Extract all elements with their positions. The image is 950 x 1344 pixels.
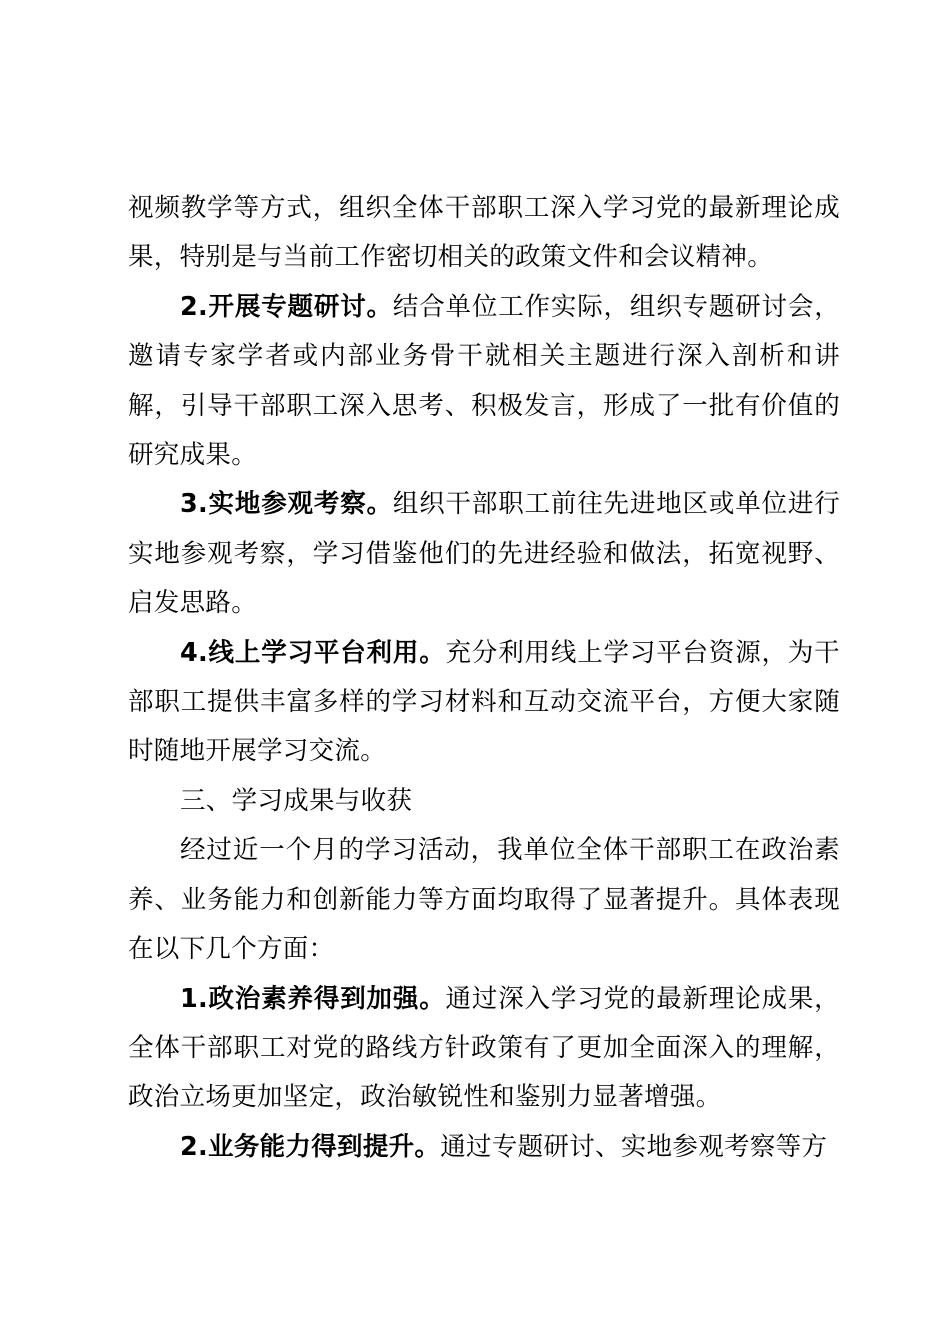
paragraph-bold-lead: 4.线上学习平台利用。 — [180, 637, 446, 668]
paragraph-online-platform — [128, 629, 840, 777]
paragraph-political-quality — [128, 975, 840, 1123]
section-heading-results — [128, 777, 840, 826]
paragraph-bold-lead: 2.业务能力得到提升。 — [180, 1131, 441, 1162]
paragraph-text: 结合单位工作实际，组织专题研讨会，邀请专家学者或内部业务骨干就相关主题进行深入剖析和讲解，引导干部职工深入思考、积极发言，形成了一批有价值的研究成果。 — [128, 291, 840, 471]
paragraph-text: 组织干部职工前往先进地区或单位进行实地参观考察，学习借鉴他们的先进经验和做法，拓宽视野、启发思路。 — [128, 489, 840, 619]
paragraph-bold-lead: 1.政治素养得到加强。 — [180, 983, 446, 1014]
paragraph-bold-lead: 3.实地参观考察。 — [180, 489, 393, 520]
paragraph-results-intro — [128, 826, 840, 974]
paragraph-bold-lead: 2.开展专题研讨。 — [180, 291, 393, 322]
paragraph-text: 通过专题研讨、实地参观考察等方 — [440, 1131, 828, 1162]
paragraph-text: 通过深入学习党的最新理论成果，全体干部职工对党的路线方针政策有了更加全面深入的理解，政治立场更加坚定，政治敏锐性和鉴别力显著增强。 — [128, 983, 840, 1113]
paragraph-field-visit — [128, 480, 840, 628]
paragraph-study-methods-continued — [128, 184, 840, 283]
section-heading-text: 三、学习成果与收获 — [180, 785, 413, 816]
paragraph-text: 经过近一个月的学习活动，我单位全体干部职工在政治素养、业务能力和创新能力等方面均取得了显著提升。具体表现在以下几个方面： — [128, 835, 840, 965]
paragraph-text: 视频教学等方式，组织全体干部职工深入学习党的最新理论成果，特别是与当前工作密切相关的政策文件和会议精神。 — [128, 193, 840, 273]
document-body — [128, 184, 840, 1172]
paragraph-topic-seminar — [128, 283, 840, 481]
paragraph-text: 充分利用线上学习平台资源，为干部职工提供丰富多样的学习材料和互动交流平台，方便大家随时随地开展学习交流。 — [128, 637, 840, 767]
paragraph-business-ability — [128, 1123, 840, 1172]
